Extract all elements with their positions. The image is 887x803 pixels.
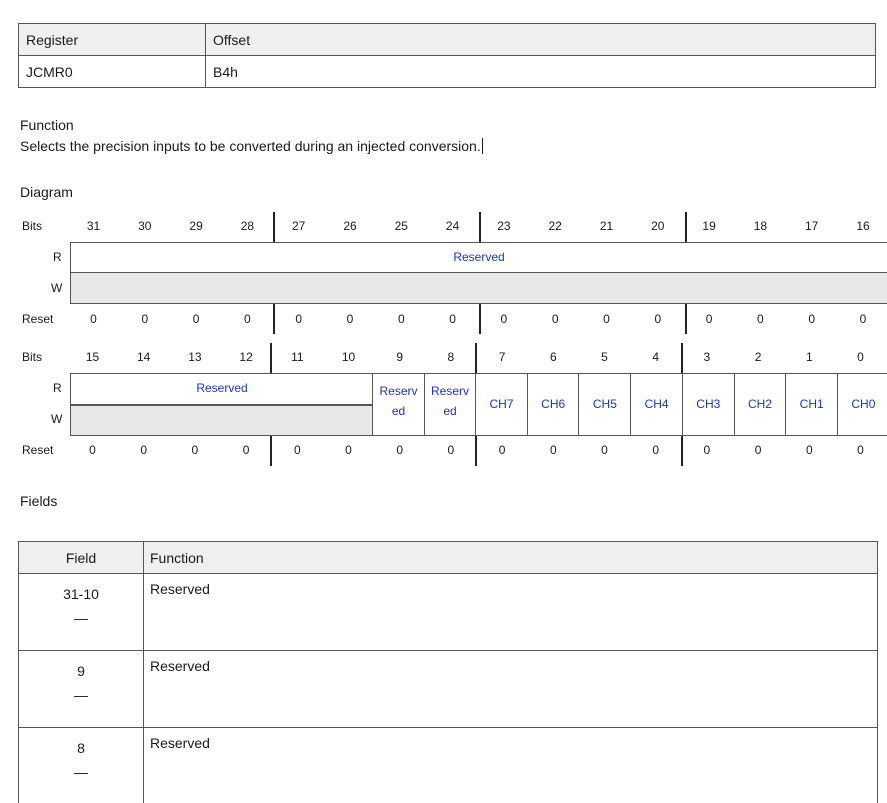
reset-value: 0 bbox=[374, 443, 425, 457]
nibble-separator bbox=[273, 212, 275, 242]
bit-number: 5 bbox=[579, 350, 630, 364]
r-label-lower: R bbox=[53, 381, 62, 395]
bit-number: 21 bbox=[581, 219, 632, 233]
field-cell bbox=[19, 651, 144, 728]
reset-value: 0 bbox=[630, 443, 681, 457]
reset-value: 0 bbox=[427, 312, 478, 326]
function-cell: Reserved bbox=[144, 728, 878, 803]
bit-number: 4 bbox=[630, 350, 681, 364]
bit-number: 12 bbox=[221, 350, 272, 364]
reserved-field-lower-w bbox=[70, 405, 373, 436]
reset-value: 0 bbox=[171, 312, 222, 326]
nibble-separator bbox=[685, 304, 687, 334]
reset-value: 0 bbox=[530, 312, 581, 326]
reset-label-lower: Reset bbox=[22, 443, 53, 457]
reset-value: 0 bbox=[169, 443, 220, 457]
reserved-field-upper-w bbox=[70, 273, 887, 304]
function-cell: Reserved bbox=[144, 574, 878, 651]
bit-number: 3 bbox=[681, 350, 732, 364]
channel-field bbox=[785, 373, 837, 436]
function-column-header: Function bbox=[144, 542, 878, 574]
channel-label: CH5 bbox=[593, 397, 617, 411]
fields-table bbox=[18, 541, 878, 803]
bit-number: 8 bbox=[425, 350, 476, 364]
bit8-reserved-field bbox=[424, 373, 475, 436]
reset-value: 0 bbox=[477, 443, 528, 457]
reset-label-upper: Reset bbox=[22, 312, 53, 326]
field-cell bbox=[19, 728, 144, 803]
bit-number: 15 bbox=[67, 350, 118, 364]
table-row bbox=[19, 651, 878, 728]
table-row bbox=[19, 728, 878, 803]
text-cursor bbox=[482, 138, 483, 154]
nibble-separator bbox=[681, 436, 683, 466]
reset-value: 0 bbox=[684, 312, 735, 326]
reset-value: 0 bbox=[67, 443, 118, 457]
reserved-field-lower-r bbox=[70, 373, 373, 405]
channel-label: CH3 bbox=[696, 397, 720, 411]
nibble-separator bbox=[273, 304, 275, 334]
bits-label-upper: Bits bbox=[22, 219, 42, 233]
reset-value: 0 bbox=[786, 312, 837, 326]
channel-label: CH1 bbox=[800, 397, 824, 411]
reset-value: 0 bbox=[478, 312, 529, 326]
bit-number: 14 bbox=[118, 350, 169, 364]
reset-value: 0 bbox=[376, 312, 427, 326]
field-dash: — bbox=[19, 687, 143, 703]
register-header: Register bbox=[19, 24, 206, 56]
bit-number: 28 bbox=[222, 219, 273, 233]
reset-value: 0 bbox=[325, 312, 376, 326]
register-name: JCMR0 bbox=[19, 56, 206, 88]
reset-value: 0 bbox=[118, 443, 169, 457]
channel-field bbox=[682, 373, 734, 436]
field-value: 9 bbox=[19, 651, 143, 679]
bit9-label-line1: Reserv bbox=[379, 384, 417, 398]
nibble-separator bbox=[681, 343, 683, 373]
reset-value: 0 bbox=[221, 443, 272, 457]
bit-number: 22 bbox=[530, 219, 581, 233]
reset-value: 0 bbox=[632, 312, 683, 326]
channel-label: CH2 bbox=[748, 397, 772, 411]
channel-label: CH0 bbox=[851, 397, 875, 411]
nibble-separator bbox=[685, 212, 687, 242]
register-offset: B4h bbox=[206, 56, 876, 88]
function-text: Selects the precision inputs to be converted during an injected conversion. bbox=[20, 138, 481, 154]
channel-field bbox=[578, 373, 630, 436]
register-table bbox=[18, 23, 876, 88]
channel-label: CH4 bbox=[645, 397, 669, 411]
nibble-separator bbox=[479, 212, 481, 242]
reset-value: 0 bbox=[425, 443, 476, 457]
field-value: 31-10 bbox=[19, 574, 143, 602]
bit-number: 17 bbox=[786, 219, 837, 233]
bit-number: 0 bbox=[835, 350, 886, 364]
nibble-separator bbox=[479, 304, 481, 334]
bit-number: 29 bbox=[171, 219, 222, 233]
diagram-heading: Diagram bbox=[20, 184, 73, 200]
bit-number: 23 bbox=[478, 219, 529, 233]
reset-value: 0 bbox=[528, 443, 579, 457]
bit-number: 30 bbox=[119, 219, 170, 233]
reset-value: 0 bbox=[579, 443, 630, 457]
w-label-lower: W bbox=[51, 412, 62, 426]
bit-number: 1 bbox=[784, 350, 835, 364]
bit-number: 18 bbox=[735, 219, 786, 233]
reset-value: 0 bbox=[733, 443, 784, 457]
bit8-label-line1: Reserv bbox=[431, 384, 469, 398]
reserved-field-upper-r bbox=[70, 242, 887, 273]
reset-value: 0 bbox=[68, 312, 119, 326]
channel-field bbox=[734, 373, 786, 436]
reset-value: 0 bbox=[681, 443, 732, 457]
reset-value: 0 bbox=[273, 312, 324, 326]
reset-value: 0 bbox=[323, 443, 374, 457]
bit-number: 26 bbox=[325, 219, 376, 233]
function-description bbox=[20, 138, 483, 154]
reset-value: 0 bbox=[272, 443, 323, 457]
reset-value: 0 bbox=[735, 312, 786, 326]
bit-number: 7 bbox=[477, 350, 528, 364]
function-cell: Reserved bbox=[144, 651, 878, 728]
reserved-label-upper: Reserved bbox=[453, 250, 504, 264]
reset-value: 0 bbox=[119, 312, 170, 326]
bit9-reserved-field bbox=[372, 373, 424, 436]
field-value: 8 bbox=[19, 728, 143, 756]
bit-number: 24 bbox=[427, 219, 478, 233]
reset-value: 0 bbox=[581, 312, 632, 326]
field-column-header: Field bbox=[19, 542, 144, 574]
reset-value: 0 bbox=[784, 443, 835, 457]
nibble-separator bbox=[475, 343, 477, 373]
bit-number: 10 bbox=[323, 350, 374, 364]
bit-number: 11 bbox=[272, 350, 323, 364]
bit-number: 20 bbox=[632, 219, 683, 233]
reset-value: 0 bbox=[835, 443, 886, 457]
bit-number: 13 bbox=[169, 350, 220, 364]
bit-number: 25 bbox=[376, 219, 427, 233]
bit8-label-line2: ed bbox=[443, 404, 456, 418]
table-row bbox=[19, 574, 878, 651]
offset-header: Offset bbox=[206, 24, 876, 56]
bit9-label-line2: ed bbox=[392, 404, 405, 418]
w-label-upper: W bbox=[51, 281, 62, 295]
nibble-separator bbox=[475, 436, 477, 466]
bit-number: 6 bbox=[528, 350, 579, 364]
nibble-separator bbox=[270, 343, 272, 373]
channel-field bbox=[630, 373, 682, 436]
channel-field bbox=[475, 373, 527, 436]
bits-label-lower: Bits bbox=[22, 350, 42, 364]
channel-field bbox=[527, 373, 579, 436]
reset-value: 0 bbox=[838, 312, 887, 326]
nibble-separator bbox=[270, 436, 272, 466]
channel-label: CH7 bbox=[489, 397, 513, 411]
field-cell bbox=[19, 574, 144, 651]
fields-heading: Fields bbox=[20, 493, 57, 509]
field-dash: — bbox=[19, 610, 143, 626]
reserved-label-lower: Reserved bbox=[196, 381, 247, 395]
bit-number: 16 bbox=[838, 219, 887, 233]
channel-label: CH6 bbox=[541, 397, 565, 411]
function-heading: Function bbox=[20, 117, 74, 133]
bit-number: 27 bbox=[273, 219, 324, 233]
field-dash: — bbox=[19, 764, 143, 780]
bit-number: 31 bbox=[68, 219, 119, 233]
bit-number: 9 bbox=[374, 350, 425, 364]
bit-number: 19 bbox=[684, 219, 735, 233]
r-label-upper: R bbox=[53, 250, 62, 264]
reset-value: 0 bbox=[222, 312, 273, 326]
channel-field bbox=[837, 373, 887, 436]
bit-number: 2 bbox=[733, 350, 784, 364]
